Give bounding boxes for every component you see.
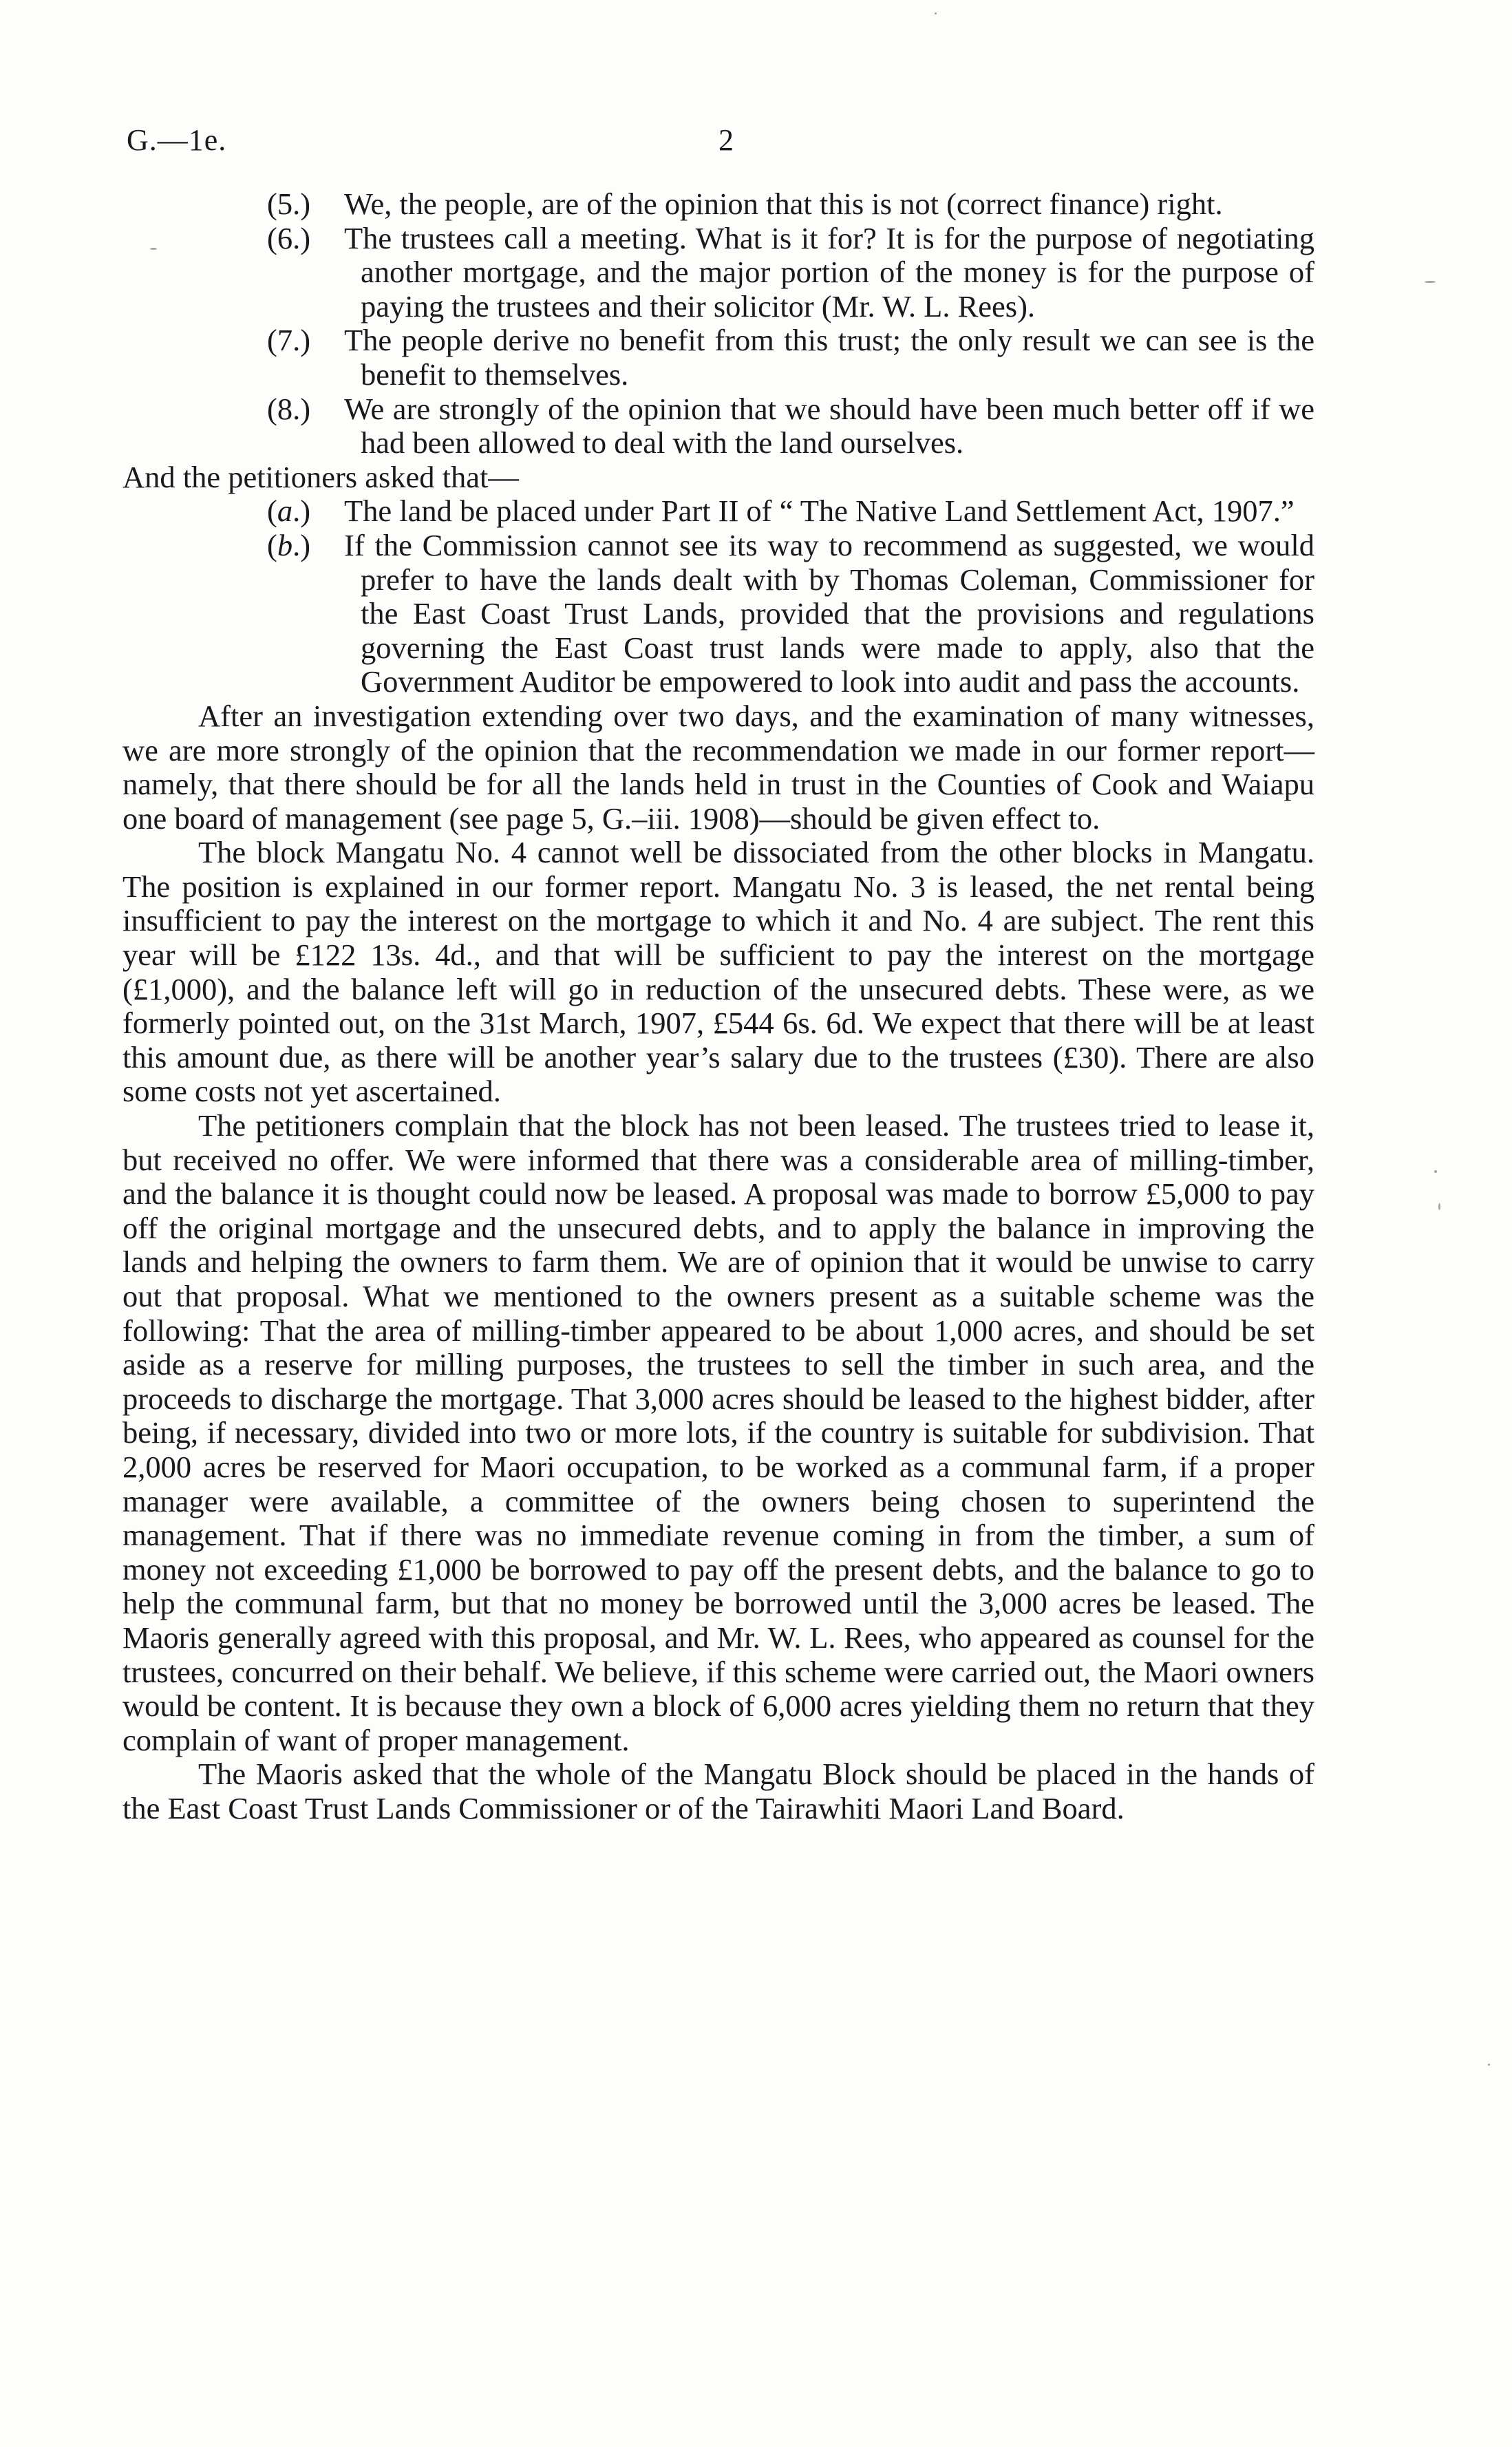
item-text: If the Commission cannot see its way to recommend as suggested, we would prefer to have the lands dealt with by Thomas Coleman, Commissioner for the East Coast Trust Lands, provided that the provisions and regulations governing the East Coast trust lands were made to apply, also that the Government Auditor be empowered to look into audit and pass the accounts. [344,527,1314,699]
body-text [123,187,1314,1826]
numbered-item [267,324,1314,392]
item-number: (7.) [267,323,311,358]
paragraph: The Maoris asked that the whole of the Mangatu Block should be placed in the hands of the East Coast Trust Lands Commissioner or of the Tairawhiti Maori Land Board. [123,1757,1314,1825]
scan-speck [935,12,937,14]
item-text: We are strongly of the opinion that we should have been much better off if we had been allowed to deal with the land ourselves. [344,391,1314,460]
numbered-item [267,187,1314,222]
item-number: (5.) [267,187,311,221]
lettered-item [267,494,1314,529]
paragraph: The petitioners complain that the block has not been leased. The trustees tried to lease it, but received no offer. We were informed that there was a considerable area of milling-timber, and the balance it is thought could now be leased. A proposal was made to borrow £5,000 to pay off the original mortgage and the unsecured debts, and to apply the balance in improving the lands and helping the owners to farm them. We are of opinion that it would be unwise to carry out that proposal. What we mentioned to the owners present as a suitable scheme was the following: That the area of milling-timber appeared to be about 1,000 acres, and should be set aside as a reserve for milling purposes, the trustees to sell the timber in such area, and the proceeds to discharge the mortgage. That 3,000 acres should be leased to the highest bidder, after being, if necessary, divided into two or more lots, if the country is suitable for subdivision. That 2,000 acres be reserved for Maori occupation, to be worked as a communal farm, if a proper manager were available, a committee of the owners being chosen to superintend the management. That if there was no immediate revenue coming in from the timber, a sum of money not exceeding £1,000 be borrowed to pay off the present debts, and the balance to go to help the communal farm, but that no money be borrowed until the 3,000 acres be leased. The Maoris generally agreed with this proposal, and Mr. W. L. Rees, who appeared as counsel for the trustees, concurred on their behalf. We believe, if this scheme were carried out, the Maori owners would be content. It is because they own a block of 6,000 acres yielding them no return that they complain of want of proper management. [123,1108,1314,1757]
paragraph: The block Mangatu No. 4 cannot well be dissociated from the other blocks in Mangatu. The position is explained in our former report. Mangatu No. 3 is leased, the net rental being insufficient to pay the interest on the mortgage to which it and No. 4 are subject. The rent this year will be £122 13s. 4d., and that will be sufficient to pay the interest on the mortgage (£1,000), and the balance left will go in reduction of the unsecured debts. These were, as we formerly pointed out, on the 31st March, 1907, £544 6s. 6d. We expect that there will be at least this amount due, as there will be another year’s salary due to the trustees (£30). There are also some costs not yet ascertained. [123,835,1314,1109]
numbered-item [267,392,1314,460]
scan-speck [1488,2064,1490,2066]
item-text: The trustees call a meeting. What is it for? It is for the purpose of negotiating another mortgage, and the major portion of the money is for the purpose of paying the trustees and their solicitor (Mr. W. L. Rees). [344,220,1314,324]
item-letter: (b.) [267,527,311,562]
scan-speck [150,248,157,250]
document-code: G.—1e. [127,123,227,157]
scan-speck [1425,281,1436,283]
item-text: We, the people, are of the opinion that this is not (correct finance) right. [344,187,1223,221]
item-number: (6.) [267,220,311,255]
lettered-item [267,529,1314,699]
item-letter: (a.) [267,494,311,529]
page-header [127,123,1317,164]
petition-lead: And the petitioners asked that— [123,459,519,494]
item-text: The people derive no benefit from this trust; the only result we can see is the benefit to themselves. [344,323,1314,392]
item-number: (8.) [267,391,311,426]
paragraph: After an investigation extending over two days, and the examination of many witnesses, we are more strongly of the opinion that the recommendation we made in our former report—namely, that there should be for all the lands held in trust in the Counties of Cook and Waiapu one board of management (see page 5, G.–iii. 1908)—should be given effect to. [123,698,1314,836]
numbered-item [267,222,1314,324]
item-text: The land be placed under Part II of “ The Native Land Settlement Act, 1907.” [344,494,1295,529]
scan-speck [1434,1170,1437,1173]
scan-speck [1438,1203,1440,1210]
page-number: 2 [718,123,734,157]
